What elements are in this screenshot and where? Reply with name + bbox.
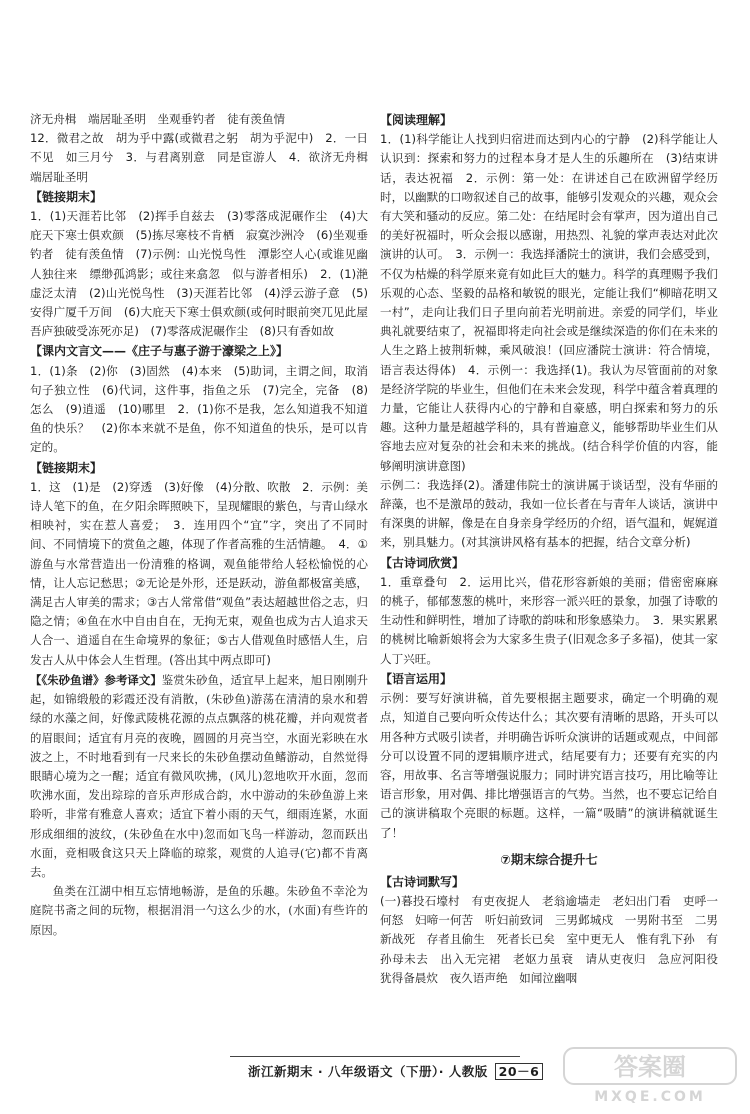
answer-reading: 1．(1)科学能让人找到归宿进而达到内心的宁静 (2)科学能让人认识到：探索和努力的过程本身才是人生的乐趣所在 (3)结束讲话，表达祝福 2．示例：第一处：在讲述自己在欧洲留学经历时，以幽默的口吻叙述自己的故事，能够引发观众的兴趣，观众会有大笑和骚动的反应。第二处：在结尾时会有掌声，因为道出自己的美好祝福时，听众会报以感谢，用热烈、礼貌的掌声表达对此次演讲的认可。 3．示例一：我选择潘院士的演讲，我们会感受到，不仅为枯燥的科学原来竟有如此巨大的魅力。科学的真理赐予我们乐观的心态、坚毅的品格和敏锐的眼光，定能让我们“柳暗花明又一村”，走向让我们日子里向前若光明前进。亲爱的同学们，毕业典礼就要结束了，祝福即将走向社会或是继续深造的你们在未来的人生之路上披荆斩棘，乘风破浪！(回应潘院士演讲：符合情境，语言表达得体) 4．示例一：我选择(1)。我认为尽管面前的对象是经济学院的毕业生，但他们在未来会发现，科学中蕴含着真理的力量，它能让人获得内心的宁静和自豪感，明白探索和努力的乐趣。这种力量是超越学科的，具有普遍意义，能够帮助毕业生们从容地去应对复杂的社会和未来的挑战。(结合科学价值的内容，能够阐明演讲意图) xyxy=(380,132,718,473)
footer-book-title: 浙江新期末 · 八年级语文（下册）· 人教版 xyxy=(248,1064,488,1079)
left-column xyxy=(30,110,380,940)
page-number: 20－6 xyxy=(495,1063,544,1080)
answer-poem-appreciation: 1．重章叠句 2．运用比兴，借花形容新娘的美丽；借密密麻麻的桃子，郁郁葱葱的桃叶，来形容一派兴旺的景象，加强了诗歌的生动性和鲜明性，增加了诗歌的韵味和形象感染力。 3．果实累累的桃树比喻新娘将会为大家多生贵子(旧观念多子多福)，使其一家人丁兴旺。 xyxy=(380,574,718,666)
section-language-use: 【语言运用】 xyxy=(380,671,453,686)
footer-rule xyxy=(230,1056,520,1057)
translation-block xyxy=(30,671,368,882)
watermark-logo-text: 答案圈 xyxy=(614,1053,686,1081)
answer-link-final-2: 1．这 (1)是 (2)穿透 (3)好像 (4)分散、吹散 2．示例：美诗人笔下的鱼，在夕阳余晖照映下，呈现耀眼的紫色，与青山绿水相映衬，实在惹人喜爱； 3．连用四个“宜”字，突出了不同时间、不同情境下的赏鱼之趣，体现了作者高雅的生活情趣。 4．①游鱼与水常营造出一份清雅的格调，观鱼能带给人轻松愉悦的心情，让人忘记愁思；②无论是外形，还是跃动，游鱼都极富美感，满足古人审美的需求；③古人常常借“观鱼”表达超越世俗之志，归隐之情；④鱼在水中自由自在，无拘无束，观鱼也成为古人追求天人合一、逍遥自在生命境界的象征；⑤古人借观鱼时感悟人生，启发古人从中体会人生哲理。(答出其中两点即可) xyxy=(30,479,368,667)
watermark-url: MXQE.COM xyxy=(594,1089,706,1105)
answer-poem-dictation: (一)暮投石壕村 有吏夜捉人 老翁逾墙走 老妇出门看 吏呼一何怒 妇啼一何苦 听妇前致词 三男邺城戍 一男附书至 二男新战死 存者且偷生 死者长已矣 室中更无人 惟有乳下孙 有孙母未去 出入无完裙 老妪力虽衰 请从吏夜归 急应河阳役 犹得备晨炊 夜久语声绝 如闻泣幽咽 xyxy=(380,893,730,985)
answer-intro-1: 济无舟楫 端居耻圣明 坐观垂钓者 徒有羡鱼情 xyxy=(30,112,286,126)
answer-reading-2: 示例二：我选择(2)。潘建伟院士的演讲属于谈话型，没有华丽的辞藻，也不是激昂的鼓动，我如一位长者在与青年人谈话，演讲中有深奥的讲解，像是在自身亲身学经历的介绍，语气温和，娓娓道来，别具魅力。(对其演讲风格有基本的把握，结合文章分析) xyxy=(380,477,718,550)
section-link-final-1: 【链接期末】 xyxy=(30,189,103,204)
section-poem-appreciation: 【古诗词欣赏】 xyxy=(380,555,465,570)
footer-title xyxy=(248,1062,543,1080)
answer-link-final-1: 1．(1)天涯若比邻 (2)挥手自兹去 (3)零落成泥碾作尘 (4)大庇天下寒士俱欢颜 (5)拣尽寒枝不肯栖 寂寞沙洲冷 (6)坐观垂钓者 徒有羡鱼情 (7)示例：山光悦鸟性 潭影空人心(或谁见幽人独往来 缥缈孤鸿影；或往来翕忽 似与游者相乐) 2．(1)滟虚泛太清 (2)山光悦鸟性 (3)天涯若比邻 (4)浮云游子意 (5)安得广厦千万间 (6)大庇天下寒士俱欢颜(或何时眼前突兀见此屋 吾庐独破受冻死亦足) (7)零落成泥碾作尘 (8)只有香如故 xyxy=(30,209,380,339)
section-reading: 【阅读理解】 xyxy=(380,113,453,127)
section-link-final-2: 【链接期末】 xyxy=(30,460,103,475)
answer-language-use: 示例：要写好演讲稿，首先要根据主题要求，确定一个明确的观点，知道自己要向听众传达什么；其次要有清晰的思路，开头可以用各种方式吸引读者，并明确告诉听众演讲的话题或观点，中间部分可以设置不同的逻辑顺序进式，结尾要有力；还要有充实的内容，用故事、名言等增强说服力；同时讲究语言技巧，用比喻等让语言形象，用对偶、排比增强语言的气势。当然，也不要忘记给自己的演讲稿取个亮眼的标题。这样，一篇“吸睛”的演讲稿就诞生了！ xyxy=(380,691,718,840)
translation-text-2: 鱼类在江湖中相互忘情地畅游，是鱼的乐趣。朱砂鱼不幸沦为庭院书斋之间的玩物，根据涓涓一勺这么少的水，(水面)有些许的原因。 xyxy=(30,884,368,937)
answer-classical-text: 1．(1)条 (2)你 (3)固然 (4)本来 (5)助词，主谓之间，取消句子独立性 (6)代词，这件事，指鱼之乐 (7)完全，完备 (8)怎么 (9)逍遥 (10)哪里 2．(1)你不是我，怎么知道我不知道鱼的快乐？ (2)你本来就不是鱼，你不知道鱼的快乐，是可以肯定的。 xyxy=(30,363,368,455)
section-poem-dictation: 【古诗词默写】 xyxy=(380,874,465,889)
subsection-title: ⑦期末综合提升七 xyxy=(500,851,598,867)
right-column xyxy=(380,110,730,988)
watermark-logo xyxy=(562,1044,738,1106)
translation-heading: 【《朱砂鱼谱》参考译文】 xyxy=(30,672,162,687)
section-classical-text: 【课内文言文——《庄子与惠子游于濠梁之上》】 xyxy=(30,344,289,359)
translation-text: 鉴赏朱砂鱼，适宜早上起来，旭日刚刚升起，如锦缎般的彩霞还没有消散，(朱砂鱼)游荡在清清的泉水和碧绿的水藻之间，好像武陵桃花源的点点飘落的桃花瓣，并向观赏者的眉眼间；适宜有月亮的夜晚，圆圆的月亮当空，水面光彩映在水波之上，不时地看到有一尺来长的朱砂鱼摆动鱼鳍游动，自然觉得眼睛心境为之一醒；适宜有微风吹拂，(风儿)忽地吹开水面，忽而吹沸水面，发出琮琮的音乐声形成合韵，水中游动的朱砂鱼游上来聆听，非常有雅意人喜欢；适宜下着小雨的天气，细雨连紧，水面形成细细的波纹，(朱砂鱼在水中)忽而如飞鸟一样游动，忽而跃出水面，竞相吸食这只天上降临的琼浆，观赏的人追寻(它)都不肯离去。 xyxy=(30,672,368,879)
answer-intro-2: 12．微君之故 胡为乎中露(或微君之躬 胡为乎泥中) 2．一日不见 如三月兮 3．与君离别意 同是宦游人 4．欲济无舟楫 端居耻圣明 xyxy=(30,131,380,184)
